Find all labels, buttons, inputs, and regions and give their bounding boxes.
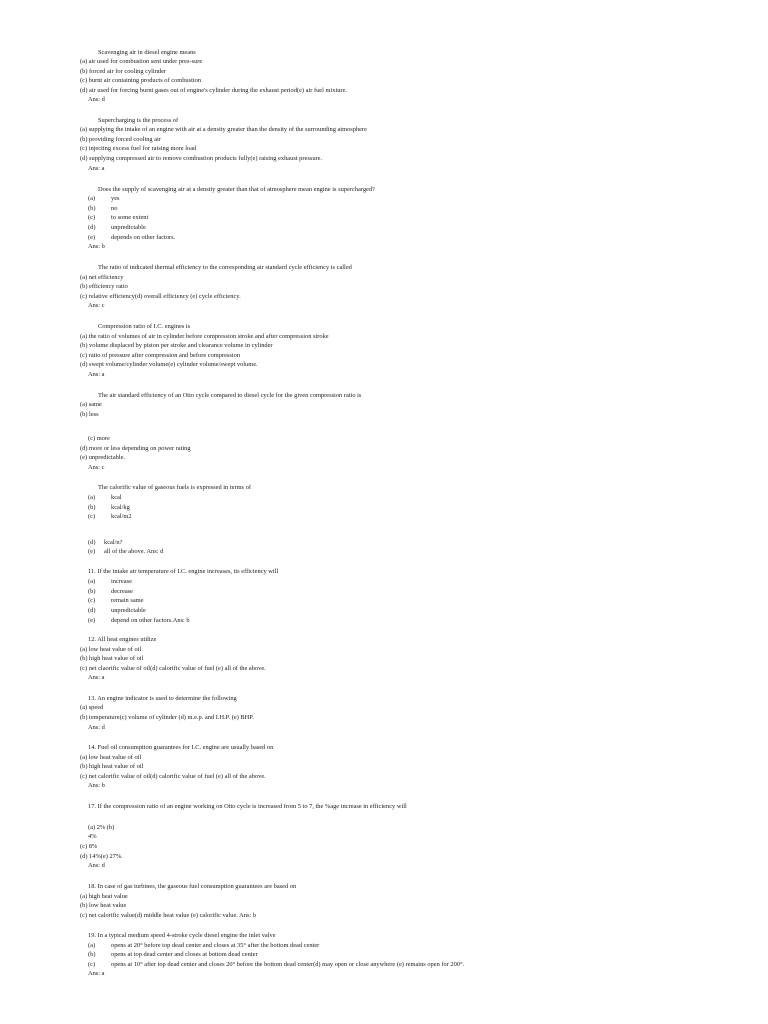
q4-question: The ratio of indicated thermal efficiency to the corresponding air standard cycle efficiency is called	[98, 264, 352, 271]
q19-option-a-text: opens at 20° before top dead center and closes at 35° after the bottom dead center	[111, 942, 320, 949]
q19-option-c-label: (c)	[88, 961, 96, 968]
q2-option-c: (c) injecting excess fuel for raising more load	[80, 145, 197, 152]
q3-answer: Ans: b	[88, 243, 105, 250]
q11-option-a-label: (a)	[88, 578, 96, 585]
q7-option-b-label: (b)	[88, 504, 96, 511]
q7-option-c-text: kcal/m2	[111, 513, 132, 520]
q4-option-a: (a) net efficiency	[80, 274, 124, 281]
q3-option-c-text: to some extent	[111, 214, 149, 221]
q6-option-a: (a) same	[80, 401, 102, 408]
q1-option-a: (a) air used for combustion sent under pres-sure	[80, 58, 203, 65]
q17-option-d: (d) 14%(e) 27%.	[80, 853, 123, 860]
q12-answer: Ans: a	[88, 674, 105, 681]
q5-option-c: (c) ratio of pressure after compression and before compression	[80, 352, 241, 359]
q3-option-e-label: (e)	[88, 234, 96, 241]
q2-question: Supercharging is the process of	[98, 117, 179, 124]
q18-option-c: (c) net calorific value(d) middle heat value (e) calorific value. Ans: b	[80, 912, 257, 919]
q3-question: Does the supply of scavenging air at a density greater than that of atmosphere mean engine is supercharged?	[98, 186, 375, 193]
q1-answer: Ans: d	[88, 96, 105, 103]
q13-answer: Ans: d	[88, 724, 105, 731]
q1-question: Scavenging air in diesel engine means	[98, 49, 196, 56]
q11-option-c-text: remain same	[111, 597, 144, 604]
q3-option-c-label: (c)	[88, 214, 96, 221]
q2-answer: Ans: a	[88, 165, 105, 172]
q14-question: 14. Fuel oil consumption guarantees for I.C. engine are usually based on	[88, 744, 274, 751]
q6-option-d: (d) more or less depending on power rating	[80, 445, 191, 452]
q3-option-a-text: yes	[111, 195, 120, 202]
q14-answer: Ans: b	[88, 782, 105, 789]
q13-option-b: (b) temperature(c) volume of cylinder (d) m.e.p. and I.H.P. (e) BHP.	[80, 714, 254, 721]
q7-option-a-text: kcal	[111, 494, 122, 501]
q3-option-d-text: unpredictable	[111, 224, 146, 231]
q11-option-d-label: (d)	[88, 607, 96, 614]
q13-option-a: (a) speed	[80, 704, 104, 711]
q14-option-a: (a) low heat value of oil	[80, 754, 142, 761]
q17-option-c: (c) 8%	[80, 843, 98, 850]
q1-option-d: (d) air used for forcing burnt gases out of engine's cylinder during the exhaust period(e) air fuel mixture.	[80, 87, 347, 94]
q7-option-a-label: (a)	[88, 494, 96, 501]
q3-option-b-label: (b)	[88, 205, 96, 212]
q4-answer: Ans: c	[88, 302, 105, 309]
q5-option-d: (d) swept volume/cylinder volume(e) cylinder volume/swept volume.	[80, 361, 258, 368]
q7-option-d-label: (d)	[88, 539, 96, 546]
q6-question: The air standard efficiency of an Otto cycle compared to diesel cycle for the given compression ratio is	[98, 392, 362, 399]
q3-option-b-text: no	[111, 205, 118, 212]
q14-option-b: (b) high heat value of oil	[80, 763, 144, 770]
q2-option-d: (d) supplying compressed air to remove combustion products fully(e) raising exhaust pressure.	[80, 155, 323, 162]
q12-option-a: (a) low heat value of oil	[80, 646, 142, 653]
q7-option-e-label: (e)	[88, 548, 96, 555]
q7-option-e-text: all of the above. Ans: d	[104, 548, 164, 555]
q7-option-c-label: (c)	[88, 513, 96, 520]
q3-option-d-label: (d)	[88, 224, 96, 231]
q19-question: 19. In a typical medium speed 4-stroke cycle diesel engine the inlet valve	[88, 932, 276, 939]
q6-option-c: (c) more	[88, 435, 110, 442]
q12-option-b: (b) high heat value of oil	[80, 655, 144, 662]
q11-option-e-label: (e)	[88, 617, 96, 624]
q3-option-a-label: (a)	[88, 195, 96, 202]
q17-option-a: (a) 2% (b)	[88, 824, 115, 831]
q3-option-e-text: depends on other factors.	[111, 234, 176, 241]
q7-question: The calorific value of gaseous fuels is expressed in terms of	[98, 484, 251, 491]
q11-option-a-text: increase	[111, 578, 132, 585]
q2-option-b: (b) providing forced cooling air	[80, 136, 161, 143]
q5-option-b: (b) volume displaced by piston per stroke and clearance volume in cylinder	[80, 342, 273, 349]
q1-option-c: (c) burnt air containing products of combustion	[80, 77, 202, 84]
q19-option-a-label: (a)	[88, 942, 96, 949]
q5-question: Compression ratio of I.C. engines is	[98, 323, 191, 330]
q17-answer: Ans: d	[88, 862, 105, 869]
q13-question: 13. An engine indicator is used to determine the following	[88, 695, 237, 702]
q6-option-b: (b) less	[80, 411, 99, 418]
q4-option-c: (c) relative efficiency(d) overall efficiency (e) cycle efficiency.	[80, 293, 241, 300]
q11-option-e-text: depend on other factors.Ans: b	[111, 617, 190, 624]
q19-option-c-text: opens at 10° after top dead center and closes 20° before the bottom dead center(d) may open or close anywhere (e) remains open for 200°.	[111, 961, 465, 968]
q18-question: 18. In case of gas turbines, the gaseous fuel consumption guarantees are based on	[88, 883, 297, 890]
q7-option-d-text: kcal/n?	[104, 539, 123, 546]
q19-answer: Ans: a	[88, 970, 105, 977]
q19-option-b-text: opens at top dead center and closes at bottom dead center	[111, 951, 258, 958]
q4-option-b: (b) efficiency ratio	[80, 283, 128, 290]
q6-option-e: (e) unpredictable.	[80, 454, 126, 461]
q18-option-a: (a) high heat value	[80, 893, 128, 900]
q11-option-b-label: (b)	[88, 588, 96, 595]
q5-answer: Ans: a	[88, 371, 105, 378]
q17-question: 17. If the compression ratio of an engine working on Otto cycle is increased from 5 to 7, the %age increase in efficiency will	[88, 803, 407, 810]
q11-question: 11. If the intake air temperature of I.C. engine increases, its efficiency will	[88, 568, 279, 575]
q6-answer: Ans: c	[88, 464, 105, 471]
q12-question: 12. All heat engines utilize	[88, 636, 157, 643]
q7-option-b-text: kcal/kg	[111, 504, 130, 511]
q11-option-c-label: (c)	[88, 597, 96, 604]
q2-option-a: (a) supplying the intake of an engine with air at a density greater than the density of the surrounding atmosphere	[80, 126, 367, 133]
q14-option-c: (c) net calorific value of oil(d) calorific value of fuel (e) all of the above.	[80, 773, 266, 780]
q11-option-d-text: unpredictable	[111, 607, 146, 614]
q5-option-a: (a) the ratio of volumes of air in cylinder before compression stroke and after compression stroke	[80, 333, 329, 340]
q12-option-c: (c) net claorific value of oil(d) calorific value of fuel (e) all of the above.	[80, 665, 266, 672]
q17-option-b: 4%	[88, 833, 97, 840]
q11-option-b-text: decrease	[111, 588, 133, 595]
q1-option-b: (b) forced air for cooling cylinder	[80, 68, 167, 75]
q19-option-b-label: (b)	[88, 951, 96, 958]
q18-option-b: (b) low heat value	[80, 902, 127, 909]
